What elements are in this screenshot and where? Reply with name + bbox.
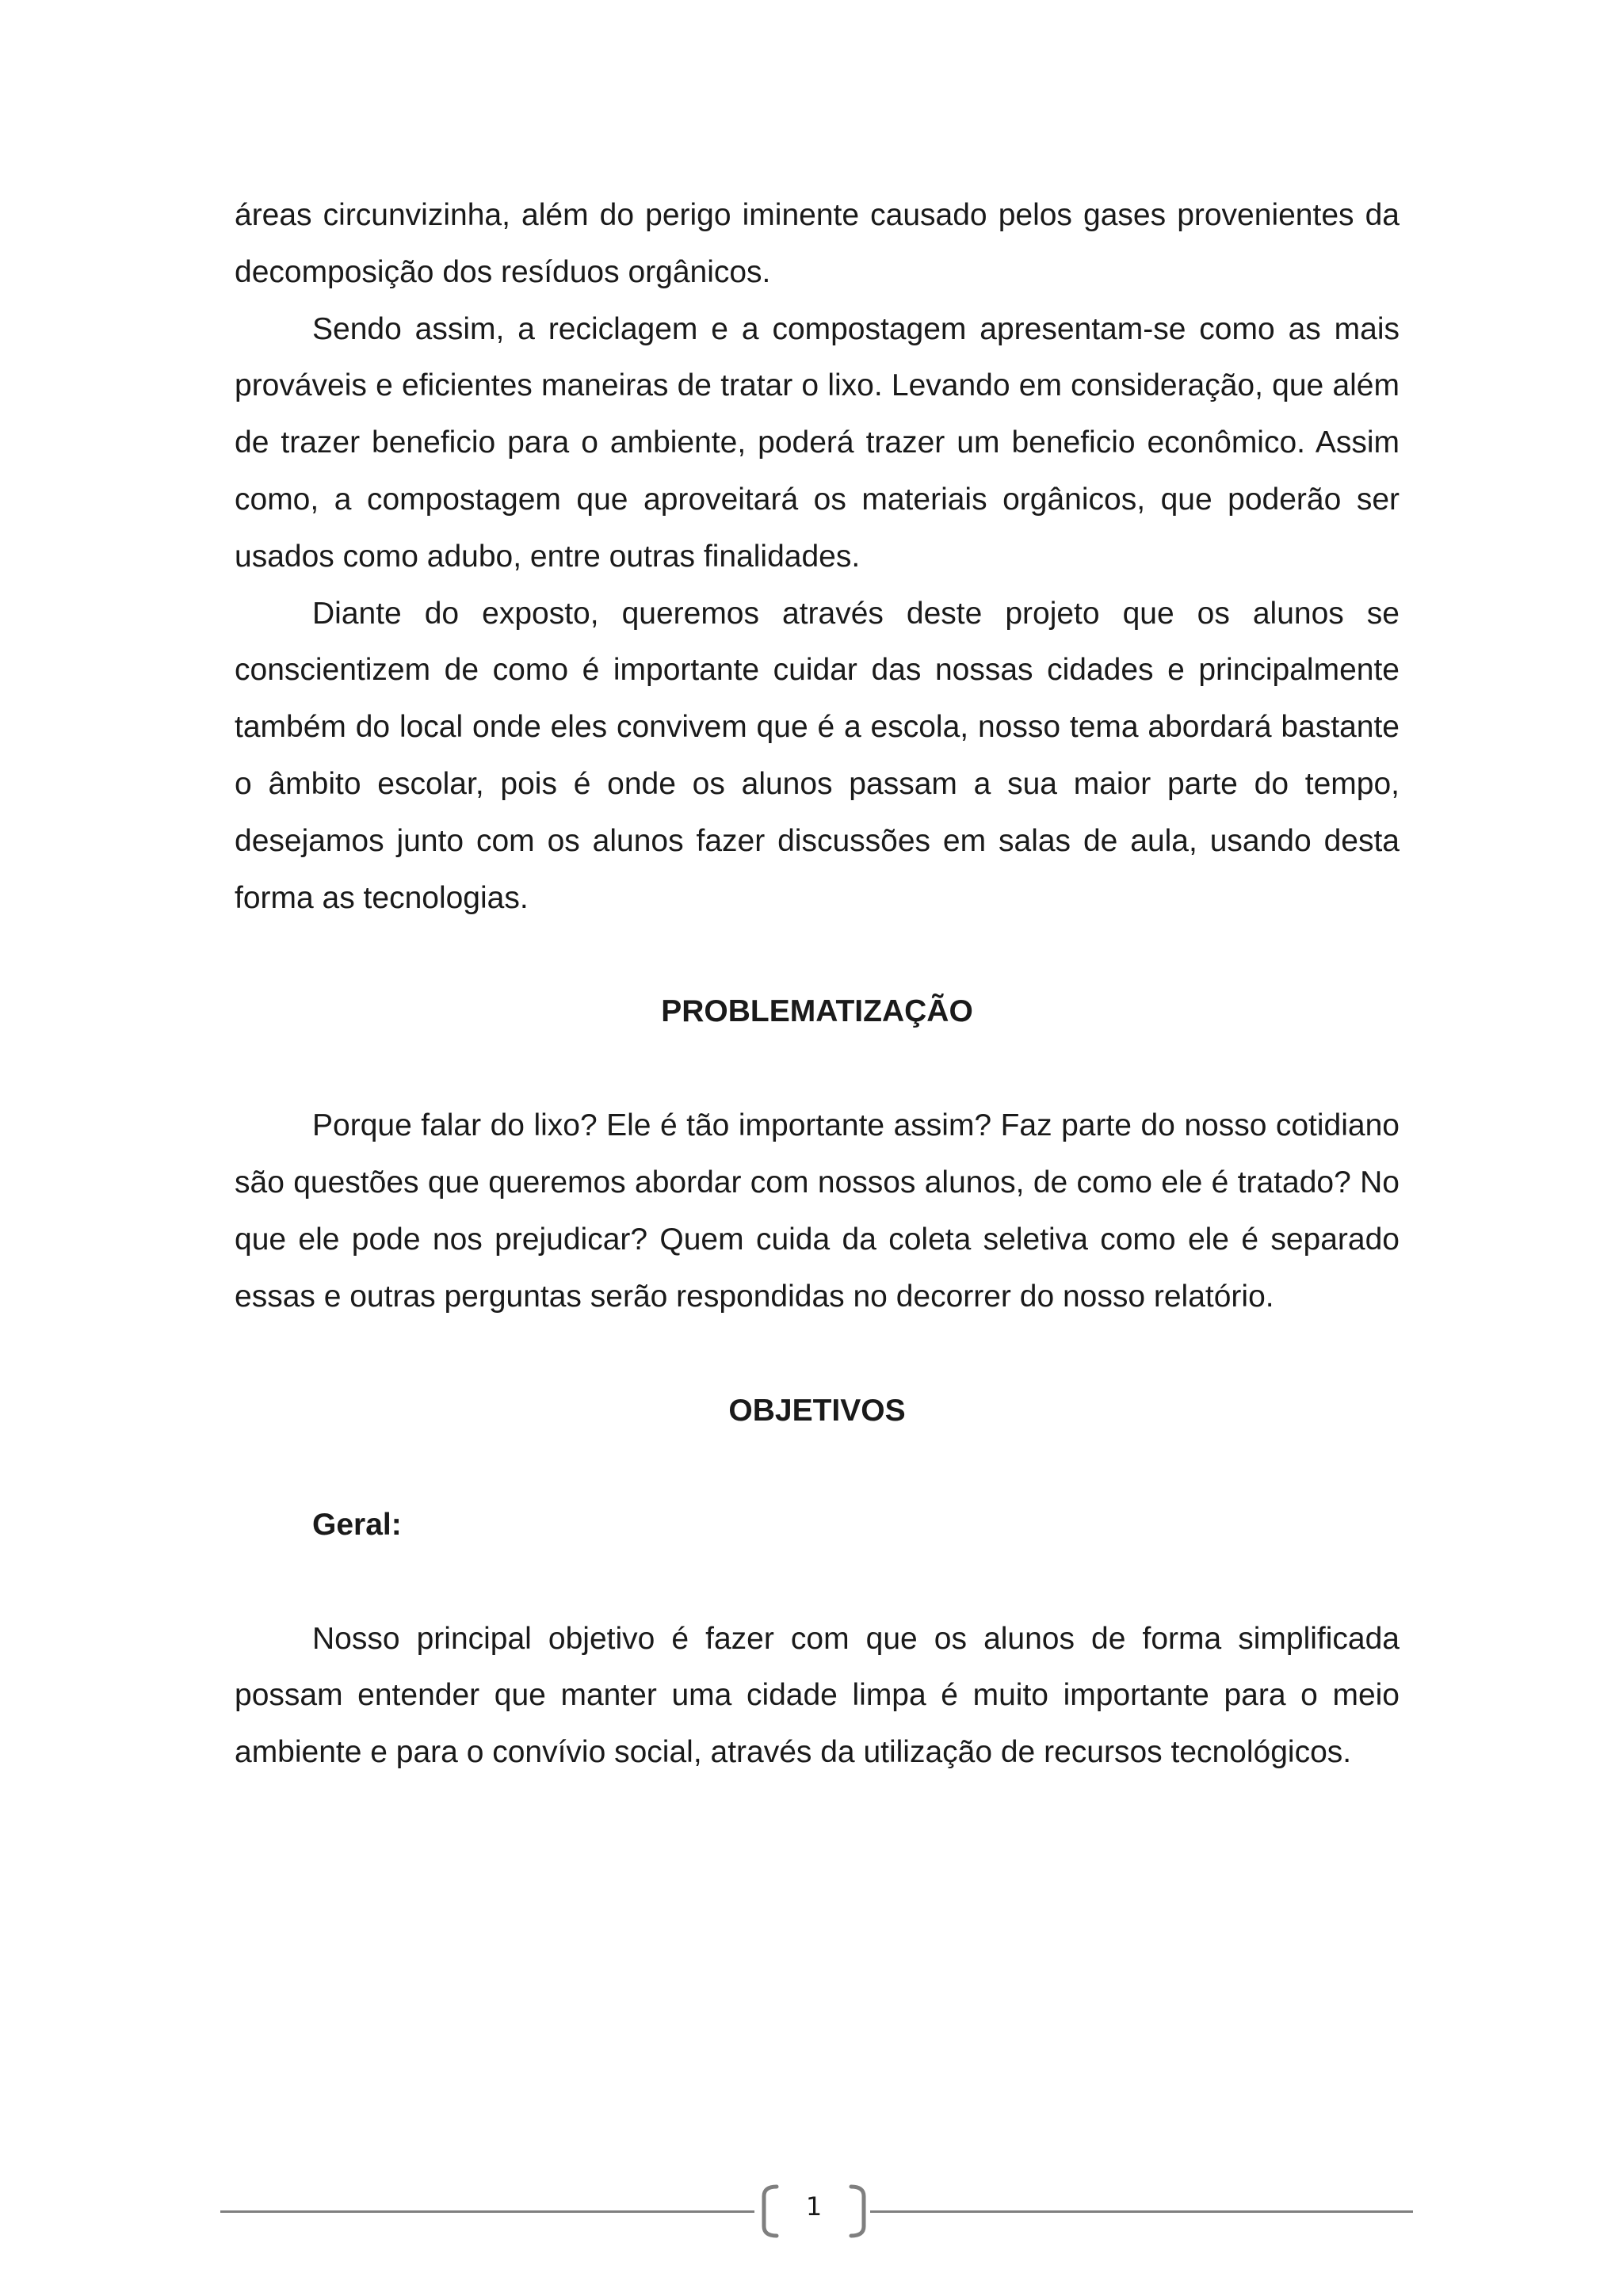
paragraph-objetivo-geral: Nosso principal objetivo é fazer com que os alunos de forma simplificada possam entender que manter uma cidade limpa é muito importante para o meio ambiente e para o convívio social, através da utilização de recursos tecnológicos. <box>235 1621 1400 1770</box>
page-number: 1 <box>805 2191 823 2222</box>
paragraph-reciclagem: Sendo assim, a reciclagem e a compostagem apresentam-se como as mais prováveis e eficientes maneiras de tratar o lixo. Levando em consideração, que além de trazer beneficio para o ambiente, poderá trazer um beneficio econômico. Assim como, a compostagem que aproveitará os materiais orgânicos, que poderão ser usados como adubo, entre outras finalidades. <box>235 311 1400 574</box>
left-brace-icon <box>756 2183 780 2239</box>
heading-problematizacao: PROBLEMATIZAÇÃO <box>661 994 973 1029</box>
footer-rule-right <box>870 2210 1413 2213</box>
page-footer <box>220 2183 1413 2247</box>
right-brace-icon <box>848 2183 872 2239</box>
document-body <box>235 187 1400 1781</box>
paragraph-diante-do-exposto: Diante do exposto, queremos através deste projeto que os alunos se conscientizem de como é importante cuidar das nossas cidades e principalmente também do local onde eles convivem que é a escola, nosso tema abordará bastante o âmbito escolar, pois é onde os alunos passam a sua maior parte do tempo, desejamos junto com os alunos fazer discussões em salas de aula, usando desta forma as tecnologias. <box>235 596 1400 915</box>
paragraph-continuation: áreas circunvizinha, além do perigo iminente causado pelos gases provenientes da decomposição dos resíduos orgânicos. <box>235 198 1400 289</box>
heading-objetivos: OBJETIVOS <box>728 1393 906 1428</box>
paragraph-problematizacao: Porque falar do lixo? Ele é tão importante assim? Faz parte do nosso cotidiano são questões que queremos abordar com nossos alunos, de como ele é tratado? No que ele pode nos prejudicar? Quem cuida da coleta seletiva como ele é separado essas e outras perguntas serão respondidas no decorrer do nosso relatório. <box>235 1108 1400 1314</box>
subheading-geral: Geral: <box>312 1507 402 1542</box>
footer-rule-left <box>220 2210 754 2213</box>
